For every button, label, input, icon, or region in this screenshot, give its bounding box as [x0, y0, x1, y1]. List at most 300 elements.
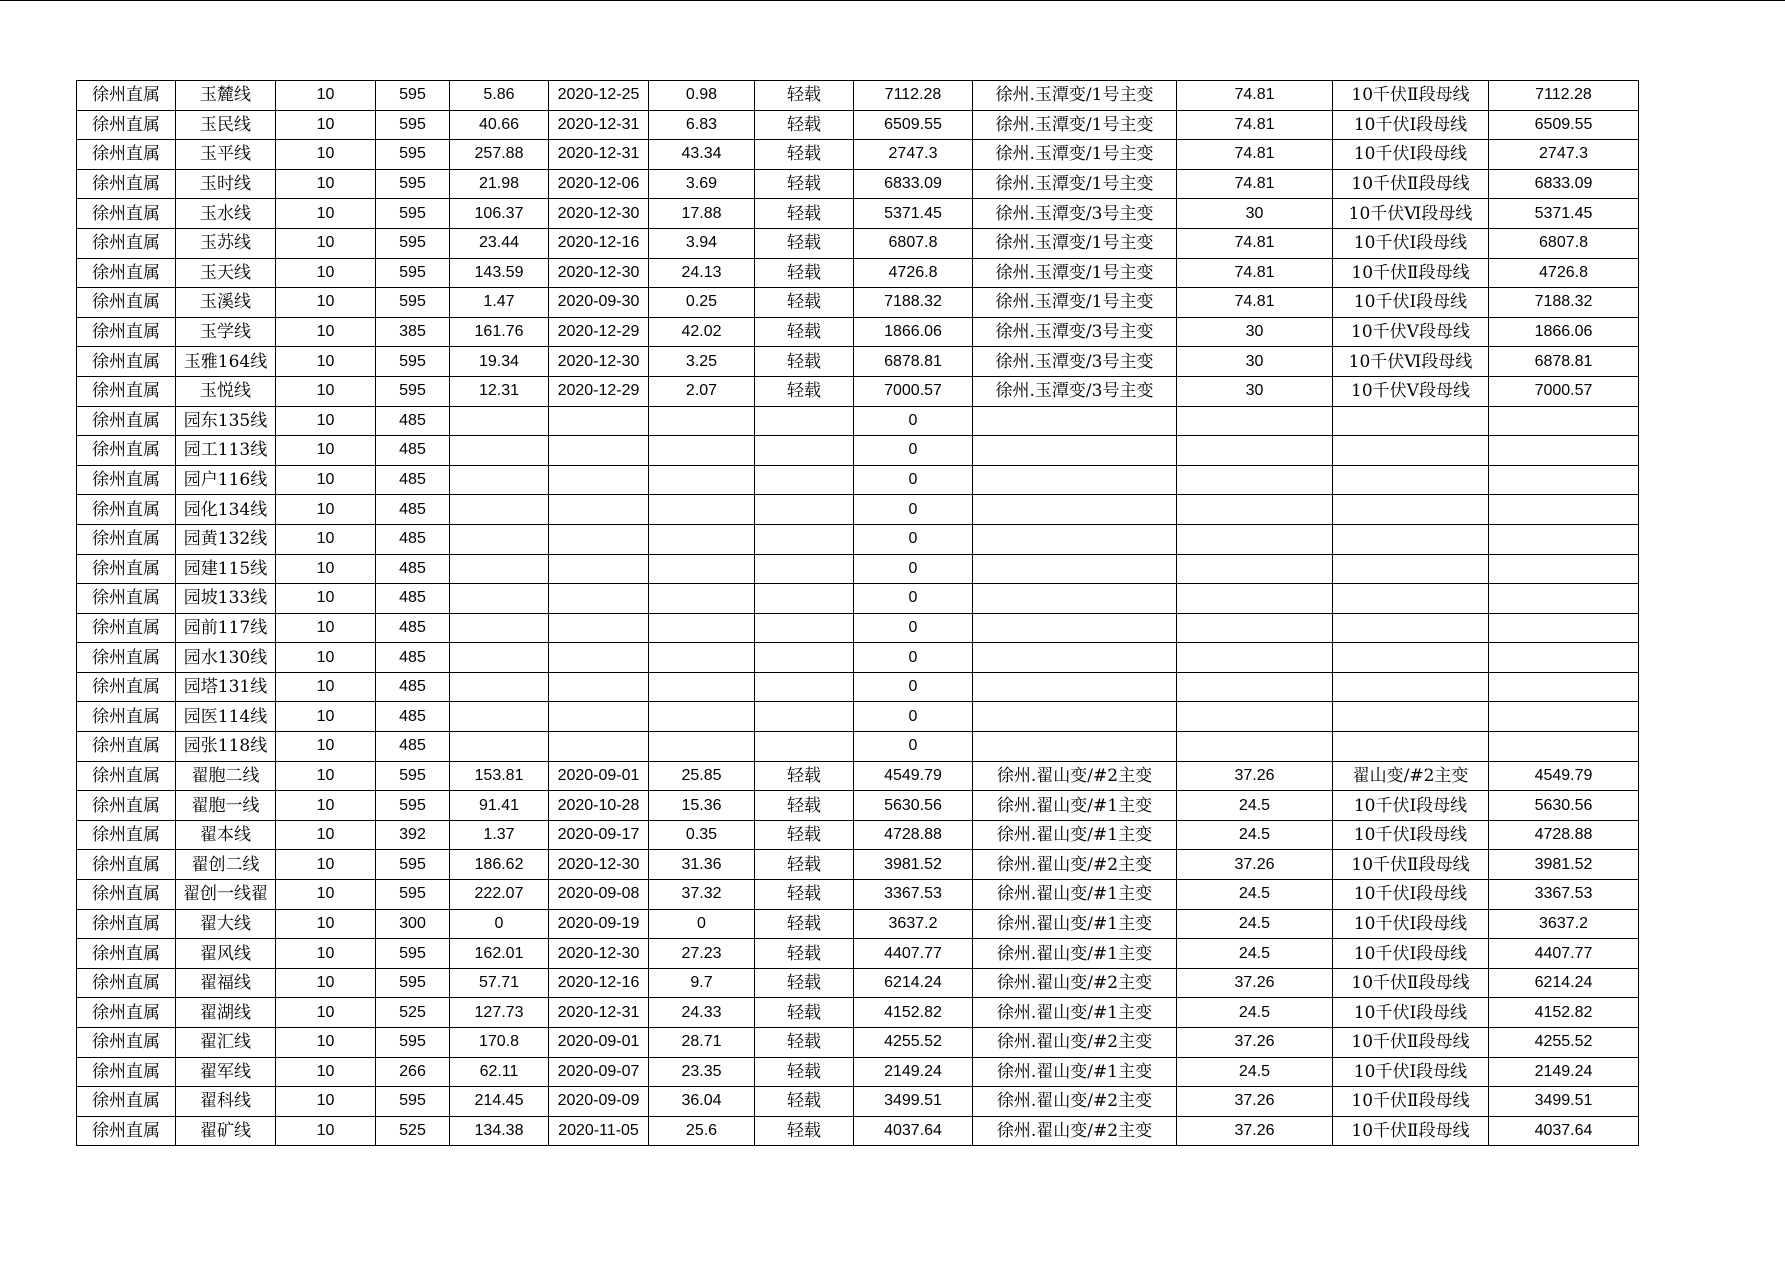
max-load-cell: [450, 465, 549, 495]
date-cell: [549, 702, 649, 732]
line-name-cell: 玉学线: [176, 317, 276, 347]
status-cell: [755, 406, 854, 436]
line-name-cell: 园张118线: [176, 732, 276, 762]
capacity-cell: 595: [376, 347, 450, 377]
line-name-cell: 玉溪线: [176, 288, 276, 318]
status-cell: [755, 524, 854, 554]
capacity-cell: 595: [376, 288, 450, 318]
unit-cell: 徐州直属: [77, 140, 176, 170]
available-capacity-cell: 0: [854, 672, 973, 702]
max-load-cell: 257.88: [450, 140, 549, 170]
status-cell: 轻载: [755, 1087, 854, 1117]
remaining-capacity-cell: 3499.51: [1489, 1087, 1639, 1117]
available-capacity-cell: 4407.77: [854, 939, 973, 969]
date-cell: 2020-12-31: [549, 110, 649, 140]
date-cell: 2020-09-19: [549, 909, 649, 939]
voltage-cell: 10: [276, 998, 376, 1028]
load-rate-cell: 17.88: [649, 199, 755, 229]
transformer-cell: 徐州.玉潭变/1号主变: [973, 140, 1177, 170]
status-cell: 轻载: [755, 376, 854, 406]
transformer-load-cell: 30: [1177, 317, 1333, 347]
available-capacity-cell: 3981.52: [854, 850, 973, 880]
max-load-cell: 161.76: [450, 317, 549, 347]
date-cell: [549, 584, 649, 614]
max-load-cell: [450, 584, 549, 614]
bus-section-cell: [1333, 672, 1489, 702]
transformer-load-cell: 24.5: [1177, 880, 1333, 910]
status-cell: 轻载: [755, 347, 854, 377]
transformer-load-cell: [1177, 406, 1333, 436]
remaining-capacity-cell: 1866.06: [1489, 317, 1639, 347]
voltage-cell: 10: [276, 1028, 376, 1058]
transformer-load-cell: [1177, 702, 1333, 732]
available-capacity-cell: 4037.64: [854, 1116, 973, 1146]
bus-section-cell: 翟山变/#2主变: [1333, 761, 1489, 791]
voltage-cell: 10: [276, 968, 376, 998]
transformer-cell: 徐州.翟山变/#1主变: [973, 880, 1177, 910]
bus-section-cell: 10千伏Ⅰ段母线: [1333, 791, 1489, 821]
bus-section-cell: 10千伏Ⅰ段母线: [1333, 998, 1489, 1028]
unit-cell: 徐州直属: [77, 672, 176, 702]
transformer-cell: 徐州.翟山变/#1主变: [973, 998, 1177, 1028]
transformer-cell: [973, 436, 1177, 466]
remaining-capacity-cell: [1489, 584, 1639, 614]
available-capacity-cell: 7188.32: [854, 288, 973, 318]
table-row: [77, 288, 1639, 318]
remaining-capacity-cell: [1489, 406, 1639, 436]
status-cell: 轻载: [755, 791, 854, 821]
transformer-cell: 徐州.翟山变/#2主变: [973, 1028, 1177, 1058]
max-load-cell: [450, 406, 549, 436]
unit-cell: 徐州直属: [77, 199, 176, 229]
transformer-cell: 徐州.翟山变/#1主变: [973, 939, 1177, 969]
bus-section-cell: 10千伏Ⅱ段母线: [1333, 1087, 1489, 1117]
bus-section-cell: 10千伏Ⅱ段母线: [1333, 169, 1489, 199]
load-rate-cell: [649, 465, 755, 495]
load-rate-cell: [649, 436, 755, 466]
available-capacity-cell: 0: [854, 554, 973, 584]
load-rate-cell: 2.07: [649, 376, 755, 406]
capacity-cell: 485: [376, 406, 450, 436]
date-cell: 2020-09-17: [549, 820, 649, 850]
available-capacity-cell: 4152.82: [854, 998, 973, 1028]
voltage-cell: 10: [276, 1087, 376, 1117]
remaining-capacity-cell: [1489, 436, 1639, 466]
transformer-load-cell: [1177, 465, 1333, 495]
bus-section-cell: 10千伏Ⅴ段母线: [1333, 376, 1489, 406]
max-load-cell: 186.62: [450, 850, 549, 880]
voltage-cell: 10: [276, 613, 376, 643]
unit-cell: 徐州直属: [77, 584, 176, 614]
available-capacity-cell: 0: [854, 702, 973, 732]
load-rate-cell: 0: [649, 909, 755, 939]
line-name-cell: 园水130线: [176, 643, 276, 673]
status-cell: 轻载: [755, 169, 854, 199]
line-name-cell: 玉时线: [176, 169, 276, 199]
table-row: [77, 998, 1639, 1028]
unit-cell: 徐州直属: [77, 702, 176, 732]
available-capacity-cell: 2747.3: [854, 140, 973, 170]
table-row: [77, 939, 1639, 969]
voltage-cell: 10: [276, 228, 376, 258]
bus-section-cell: [1333, 643, 1489, 673]
max-load-cell: [450, 643, 549, 673]
table-row: [77, 436, 1639, 466]
bus-section-cell: 10千伏Ⅴ段母线: [1333, 317, 1489, 347]
bus-section-cell: 10千伏Ⅰ段母线: [1333, 110, 1489, 140]
feeder-load-table: [76, 80, 1639, 1146]
transformer-cell: [973, 524, 1177, 554]
load-rate-cell: [649, 672, 755, 702]
voltage-cell: 10: [276, 110, 376, 140]
voltage-cell: 10: [276, 347, 376, 377]
capacity-cell: 385: [376, 317, 450, 347]
status-cell: 轻载: [755, 820, 854, 850]
bus-section-cell: 10千伏Ⅰ段母线: [1333, 820, 1489, 850]
transformer-load-cell: 74.81: [1177, 81, 1333, 111]
available-capacity-cell: 7112.28: [854, 81, 973, 111]
load-rate-cell: 0.98: [649, 81, 755, 111]
table-row: [77, 554, 1639, 584]
date-cell: 2020-09-07: [549, 1057, 649, 1087]
date-cell: [549, 495, 649, 525]
unit-cell: 徐州直属: [77, 376, 176, 406]
max-load-cell: [450, 613, 549, 643]
table-body: [77, 81, 1639, 1146]
date-cell: 2020-11-05: [549, 1116, 649, 1146]
unit-cell: 徐州直属: [77, 791, 176, 821]
remaining-capacity-cell: 7188.32: [1489, 288, 1639, 318]
bus-section-cell: 10千伏Ⅵ段母线: [1333, 199, 1489, 229]
remaining-capacity-cell: 2149.24: [1489, 1057, 1639, 1087]
capacity-cell: 525: [376, 1116, 450, 1146]
date-cell: [549, 524, 649, 554]
max-load-cell: [450, 702, 549, 732]
transformer-load-cell: 37.26: [1177, 761, 1333, 791]
unit-cell: 徐州直属: [77, 524, 176, 554]
transformer-cell: 徐州.玉潭变/1号主变: [973, 288, 1177, 318]
transformer-cell: 徐州.翟山变/#1主变: [973, 909, 1177, 939]
table-row: [77, 702, 1639, 732]
load-rate-cell: 3.94: [649, 228, 755, 258]
load-rate-cell: [649, 524, 755, 554]
status-cell: 轻载: [755, 880, 854, 910]
transformer-cell: [973, 732, 1177, 762]
transformer-load-cell: 30: [1177, 347, 1333, 377]
table-row: [77, 968, 1639, 998]
max-load-cell: 57.71: [450, 968, 549, 998]
transformer-cell: 徐州.玉潭变/3号主变: [973, 347, 1177, 377]
available-capacity-cell: 3499.51: [854, 1087, 973, 1117]
table-row: [77, 820, 1639, 850]
unit-cell: 徐州直属: [77, 436, 176, 466]
line-name-cell: 翟汇线: [176, 1028, 276, 1058]
status-cell: [755, 554, 854, 584]
unit-cell: 徐州直属: [77, 495, 176, 525]
voltage-cell: 10: [276, 199, 376, 229]
voltage-cell: 10: [276, 702, 376, 732]
remaining-capacity-cell: 7000.57: [1489, 376, 1639, 406]
load-rate-cell: 9.7: [649, 968, 755, 998]
available-capacity-cell: 0: [854, 584, 973, 614]
capacity-cell: 485: [376, 584, 450, 614]
voltage-cell: 10: [276, 169, 376, 199]
capacity-cell: 266: [376, 1057, 450, 1087]
date-cell: 2020-12-16: [549, 968, 649, 998]
transformer-cell: 徐州.玉潭变/1号主变: [973, 110, 1177, 140]
table-row: [77, 1116, 1639, 1146]
line-name-cell: 园化134线: [176, 495, 276, 525]
load-rate-cell: 25.85: [649, 761, 755, 791]
line-name-cell: 翟大线: [176, 909, 276, 939]
transformer-load-cell: 74.81: [1177, 228, 1333, 258]
capacity-cell: 595: [376, 1087, 450, 1117]
remaining-capacity-cell: 3637.2: [1489, 909, 1639, 939]
available-capacity-cell: 0: [854, 643, 973, 673]
status-cell: [755, 613, 854, 643]
available-capacity-cell: 2149.24: [854, 1057, 973, 1087]
line-name-cell: 玉平线: [176, 140, 276, 170]
load-rate-cell: 28.71: [649, 1028, 755, 1058]
line-name-cell: 翟风线: [176, 939, 276, 969]
date-cell: [549, 406, 649, 436]
max-load-cell: 1.37: [450, 820, 549, 850]
voltage-cell: 10: [276, 495, 376, 525]
remaining-capacity-cell: 6214.24: [1489, 968, 1639, 998]
remaining-capacity-cell: 2747.3: [1489, 140, 1639, 170]
status-cell: 轻载: [755, 81, 854, 111]
status-cell: 轻载: [755, 939, 854, 969]
load-rate-cell: 24.13: [649, 258, 755, 288]
voltage-cell: 10: [276, 376, 376, 406]
remaining-capacity-cell: [1489, 643, 1639, 673]
bus-section-cell: 10千伏Ⅰ段母线: [1333, 140, 1489, 170]
max-load-cell: 214.45: [450, 1087, 549, 1117]
date-cell: 2020-12-29: [549, 376, 649, 406]
bus-section-cell: 10千伏Ⅱ段母线: [1333, 850, 1489, 880]
table-row: [77, 347, 1639, 377]
available-capacity-cell: 6214.24: [854, 968, 973, 998]
bus-section-cell: [1333, 524, 1489, 554]
table-row: [77, 524, 1639, 554]
table-row: [77, 643, 1639, 673]
line-name-cell: 翟军线: [176, 1057, 276, 1087]
remaining-capacity-cell: 3367.53: [1489, 880, 1639, 910]
available-capacity-cell: 4549.79: [854, 761, 973, 791]
transformer-load-cell: 37.26: [1177, 968, 1333, 998]
capacity-cell: 595: [376, 791, 450, 821]
capacity-cell: 485: [376, 643, 450, 673]
capacity-cell: 595: [376, 880, 450, 910]
voltage-cell: 10: [276, 672, 376, 702]
transformer-load-cell: [1177, 613, 1333, 643]
max-load-cell: 153.81: [450, 761, 549, 791]
transformer-cell: 徐州.玉潭变/1号主变: [973, 169, 1177, 199]
load-rate-cell: 3.25: [649, 347, 755, 377]
table-row: [77, 909, 1639, 939]
bus-section-cell: 10千伏Ⅱ段母线: [1333, 258, 1489, 288]
status-cell: 轻载: [755, 110, 854, 140]
available-capacity-cell: 0: [854, 436, 973, 466]
transformer-cell: [973, 702, 1177, 732]
available-capacity-cell: 6878.81: [854, 347, 973, 377]
transformer-cell: 徐州.玉潭变/3号主变: [973, 317, 1177, 347]
capacity-cell: 485: [376, 465, 450, 495]
available-capacity-cell: 6509.55: [854, 110, 973, 140]
bus-section-cell: 10千伏Ⅱ段母线: [1333, 81, 1489, 111]
unit-cell: 徐州直属: [77, 169, 176, 199]
max-load-cell: 40.66: [450, 110, 549, 140]
unit-cell: 徐州直属: [77, 554, 176, 584]
remaining-capacity-cell: 4407.77: [1489, 939, 1639, 969]
bus-section-cell: [1333, 436, 1489, 466]
transformer-load-cell: 74.81: [1177, 288, 1333, 318]
date-cell: 2020-12-30: [549, 258, 649, 288]
max-load-cell: 62.11: [450, 1057, 549, 1087]
voltage-cell: 10: [276, 761, 376, 791]
line-name-cell: 园黄132线: [176, 524, 276, 554]
transformer-cell: 徐州.翟山变/#1主变: [973, 1057, 1177, 1087]
remaining-capacity-cell: 7112.28: [1489, 81, 1639, 111]
load-rate-cell: 0.35: [649, 820, 755, 850]
max-load-cell: 134.38: [450, 1116, 549, 1146]
bus-section-cell: [1333, 702, 1489, 732]
transformer-cell: [973, 643, 1177, 673]
bus-section-cell: 10千伏Ⅰ段母线: [1333, 288, 1489, 318]
line-name-cell: 园建115线: [176, 554, 276, 584]
line-name-cell: 玉麓线: [176, 81, 276, 111]
line-name-cell: 园医114线: [176, 702, 276, 732]
date-cell: 2020-09-30: [549, 288, 649, 318]
line-name-cell: 翟胞二线: [176, 761, 276, 791]
remaining-capacity-cell: 6509.55: [1489, 110, 1639, 140]
unit-cell: 徐州直属: [77, 909, 176, 939]
bus-section-cell: [1333, 613, 1489, 643]
max-load-cell: 12.31: [450, 376, 549, 406]
date-cell: 2020-12-16: [549, 228, 649, 258]
date-cell: 2020-09-09: [549, 1087, 649, 1117]
capacity-cell: 485: [376, 554, 450, 584]
unit-cell: 徐州直属: [77, 643, 176, 673]
available-capacity-cell: 4255.52: [854, 1028, 973, 1058]
date-cell: [549, 436, 649, 466]
max-load-cell: 162.01: [450, 939, 549, 969]
remaining-capacity-cell: 4726.8: [1489, 258, 1639, 288]
capacity-cell: 595: [376, 199, 450, 229]
capacity-cell: 595: [376, 1028, 450, 1058]
voltage-cell: 10: [276, 140, 376, 170]
capacity-cell: 300: [376, 909, 450, 939]
voltage-cell: 10: [276, 939, 376, 969]
available-capacity-cell: 1866.06: [854, 317, 973, 347]
max-load-cell: 0: [450, 909, 549, 939]
bus-section-cell: 10千伏Ⅰ段母线: [1333, 228, 1489, 258]
load-rate-cell: 36.04: [649, 1087, 755, 1117]
transformer-cell: 徐州.翟山变/#2主变: [973, 1116, 1177, 1146]
voltage-cell: 10: [276, 850, 376, 880]
transformer-load-cell: 74.81: [1177, 258, 1333, 288]
remaining-capacity-cell: [1489, 672, 1639, 702]
voltage-cell: 10: [276, 465, 376, 495]
load-rate-cell: [649, 495, 755, 525]
remaining-capacity-cell: [1489, 465, 1639, 495]
transformer-cell: 徐州.翟山变/#2主变: [973, 1087, 1177, 1117]
transformer-cell: 徐州.玉潭变/1号主变: [973, 228, 1177, 258]
capacity-cell: 525: [376, 998, 450, 1028]
voltage-cell: 10: [276, 258, 376, 288]
unit-cell: 徐州直属: [77, 1116, 176, 1146]
max-load-cell: 143.59: [450, 258, 549, 288]
line-name-cell: 玉水线: [176, 199, 276, 229]
voltage-cell: 10: [276, 436, 376, 466]
transformer-cell: [973, 613, 1177, 643]
status-cell: [755, 584, 854, 614]
date-cell: 2020-12-06: [549, 169, 649, 199]
bus-section-cell: 10千伏Ⅰ段母线: [1333, 939, 1489, 969]
available-capacity-cell: 7000.57: [854, 376, 973, 406]
unit-cell: 徐州直属: [77, 732, 176, 762]
bus-section-cell: 10千伏Ⅱ段母线: [1333, 1028, 1489, 1058]
transformer-load-cell: 24.5: [1177, 820, 1333, 850]
transformer-load-cell: 37.26: [1177, 1028, 1333, 1058]
transformer-load-cell: 24.5: [1177, 1057, 1333, 1087]
table-row: [77, 317, 1639, 347]
unit-cell: 徐州直属: [77, 761, 176, 791]
unit-cell: 徐州直属: [77, 406, 176, 436]
available-capacity-cell: 3637.2: [854, 909, 973, 939]
status-cell: 轻载: [755, 288, 854, 318]
transformer-cell: [973, 554, 1177, 584]
status-cell: [755, 643, 854, 673]
table-row: [77, 169, 1639, 199]
status-cell: [755, 495, 854, 525]
transformer-load-cell: [1177, 584, 1333, 614]
date-cell: 2020-10-28: [549, 791, 649, 821]
transformer-cell: 徐州.玉潭变/3号主变: [973, 376, 1177, 406]
transformer-load-cell: [1177, 643, 1333, 673]
bus-section-cell: 10千伏Ⅵ段母线: [1333, 347, 1489, 377]
transformer-load-cell: 74.81: [1177, 140, 1333, 170]
transformer-load-cell: 74.81: [1177, 110, 1333, 140]
max-load-cell: 19.34: [450, 347, 549, 377]
available-capacity-cell: 0: [854, 495, 973, 525]
line-name-cell: 玉民线: [176, 110, 276, 140]
transformer-load-cell: [1177, 524, 1333, 554]
table-row: [77, 140, 1639, 170]
unit-cell: 徐州直属: [77, 939, 176, 969]
bus-section-cell: 10千伏Ⅰ段母线: [1333, 880, 1489, 910]
remaining-capacity-cell: 4037.64: [1489, 1116, 1639, 1146]
date-cell: [549, 643, 649, 673]
status-cell: 轻载: [755, 1057, 854, 1087]
available-capacity-cell: 5371.45: [854, 199, 973, 229]
transformer-load-cell: 24.5: [1177, 939, 1333, 969]
unit-cell: 徐州直属: [77, 820, 176, 850]
load-rate-cell: 31.36: [649, 850, 755, 880]
voltage-cell: 10: [276, 880, 376, 910]
line-name-cell: 玉苏线: [176, 228, 276, 258]
date-cell: 2020-12-29: [549, 317, 649, 347]
remaining-capacity-cell: 6878.81: [1489, 347, 1639, 377]
max-load-cell: [450, 554, 549, 584]
voltage-cell: 10: [276, 820, 376, 850]
table-row: [77, 199, 1639, 229]
table-row: [77, 672, 1639, 702]
available-capacity-cell: 0: [854, 732, 973, 762]
available-capacity-cell: 3367.53: [854, 880, 973, 910]
capacity-cell: 392: [376, 820, 450, 850]
capacity-cell: 595: [376, 169, 450, 199]
